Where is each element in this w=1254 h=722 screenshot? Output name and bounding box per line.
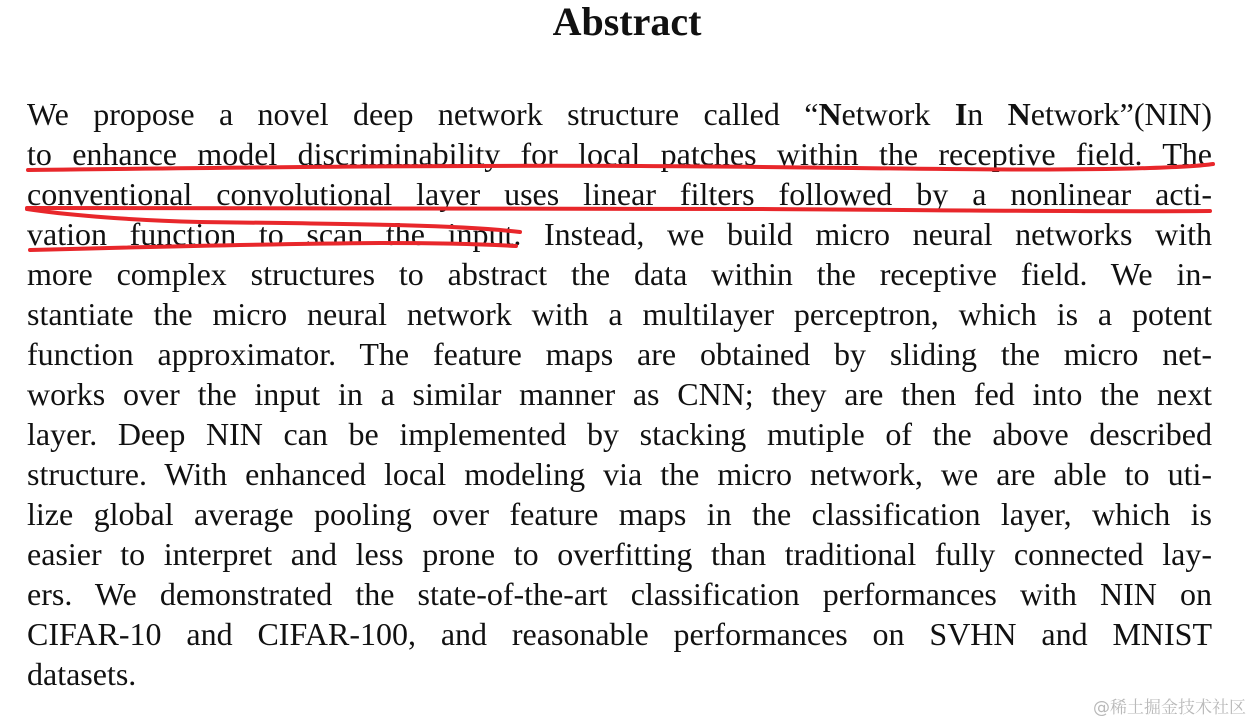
abstract-line-11: lize global average pooling over feature maps in the classification layer, which is xyxy=(27,496,1212,532)
initial-i-in: I xyxy=(954,96,968,132)
abstract-line-14: CIFAR-10 and CIFAR-100, and reasonable performances on SVHN and MNIST xyxy=(27,616,1212,652)
abstract-paragraph xyxy=(27,94,1212,694)
abstract-line-8: works over the input in a similar manner as CNN; they are then fed into the next xyxy=(27,376,1212,412)
abstract-line-2: to enhance model discriminability for local patches within the receptive field. The xyxy=(27,136,1212,172)
abstract-line-5: more complex structures to abstract the data within the receptive field. We in- xyxy=(27,256,1212,292)
abstract-line-10: structure. With enhanced local modeling via the micro network, we are able to uti- xyxy=(27,456,1212,492)
abstract-line-1 xyxy=(27,94,1212,134)
abstract-line-9: layer. Deep NIN can be implemented by stacking mutiple of the above described xyxy=(27,416,1212,452)
abstract-line-12: easier to interpret and less prone to overfitting than traditional fully connected lay- xyxy=(27,536,1212,572)
abstract-line-4: vation function to scan the input. Instead, we build micro neural networks with xyxy=(27,216,1212,252)
abstract-line-6: stantiate the micro neural network with a multilayer perceptron, which is a potent xyxy=(27,296,1212,332)
initial-n-network-2: N xyxy=(1007,96,1031,132)
line-1-n: n xyxy=(967,96,1008,132)
abstract-line-13: ers. We demonstrated the state-of-the-art classification performances with NIN on xyxy=(27,576,1212,612)
initial-n-network: N xyxy=(818,96,842,132)
abstract-heading: Abstract xyxy=(552,0,702,44)
line-1-etwork: etwork xyxy=(841,96,955,132)
abstract-line-3: conventional convolutional layer uses linear filters followed by a nonlinear acti- xyxy=(27,176,1212,212)
line-1-start: We propose a novel deep network structure called “ xyxy=(27,96,819,132)
watermark: @稀土掘金技术社区 xyxy=(1093,698,1246,718)
abstract-line-15: datasets. xyxy=(27,656,137,692)
abstract-line-7: function approximator. The feature maps are obtained by sliding the micro net- xyxy=(27,336,1212,372)
line-1-end: etwork”(NIN) xyxy=(1030,96,1212,132)
